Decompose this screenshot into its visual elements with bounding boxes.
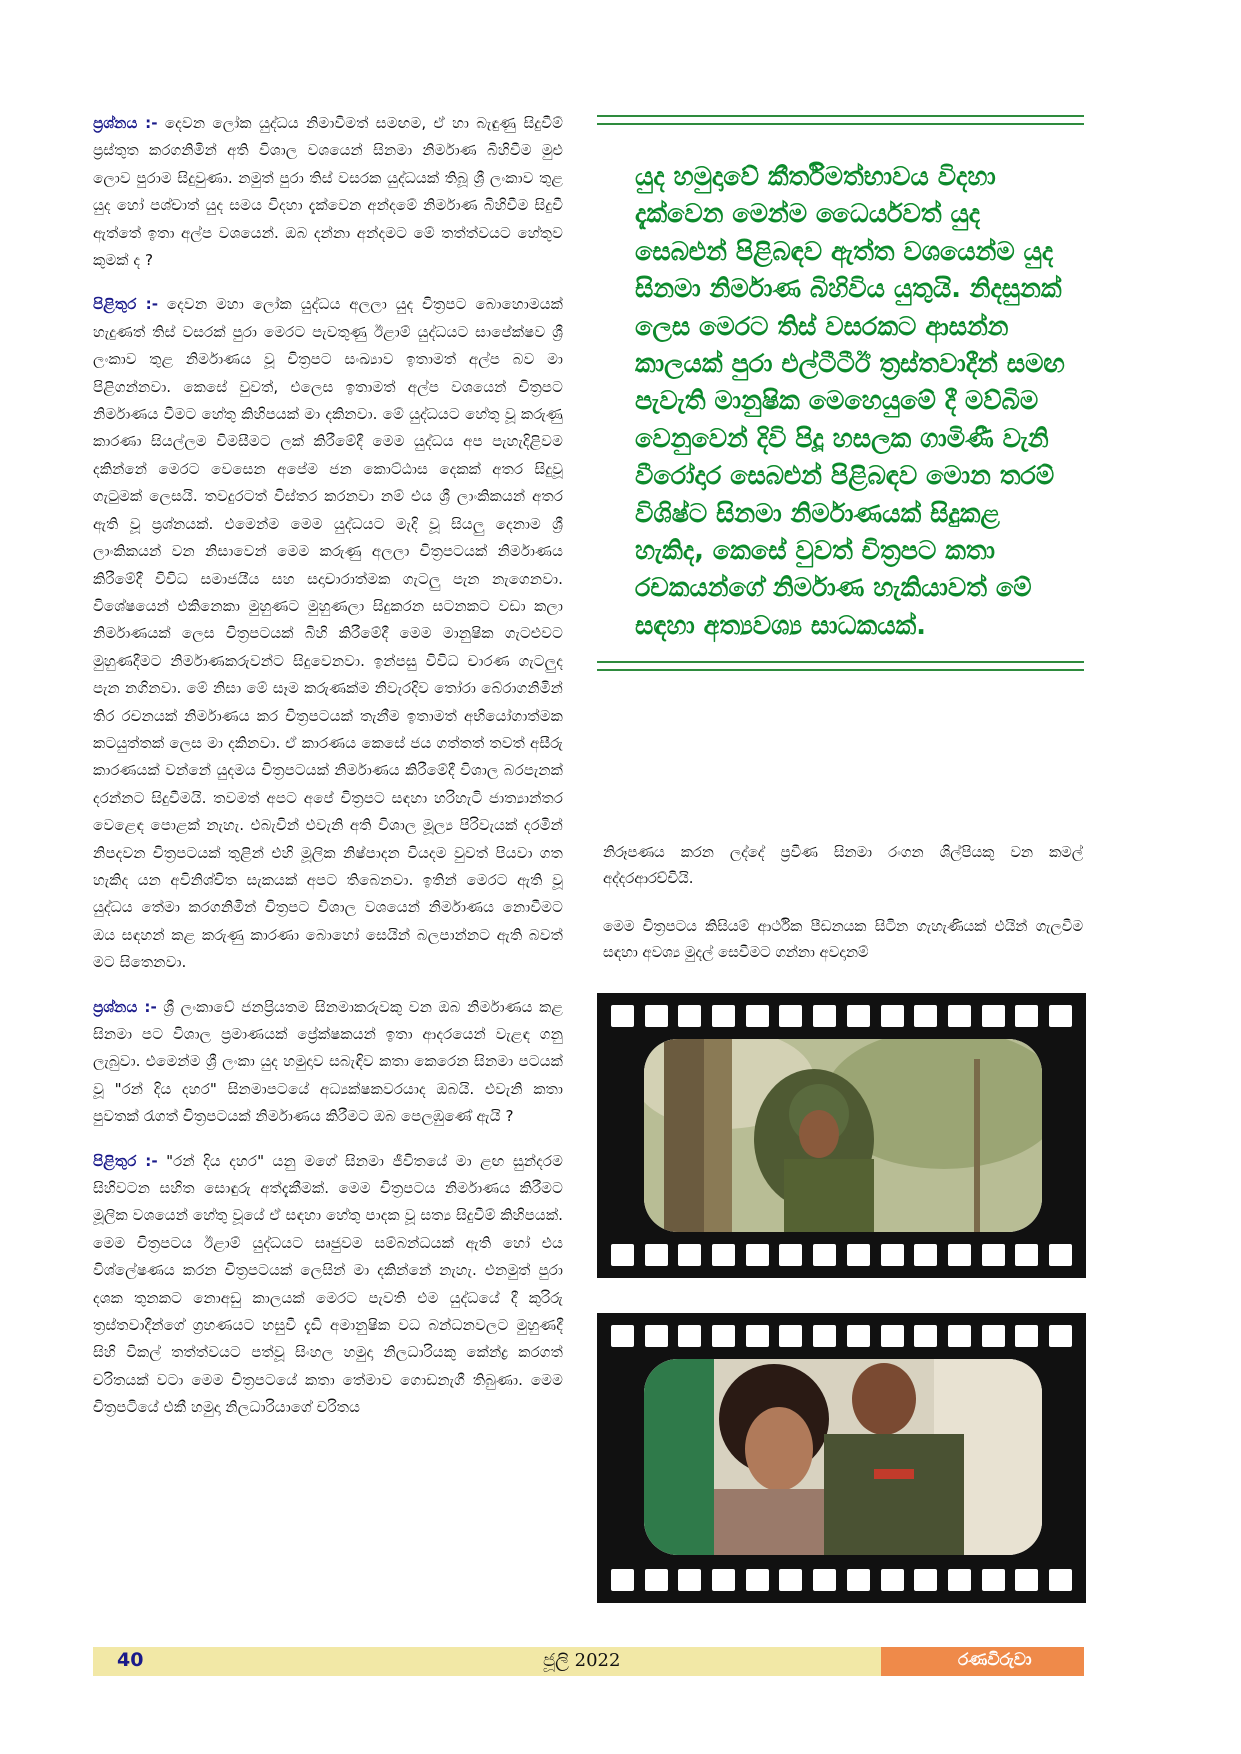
sprocket-holes-top — [611, 1005, 1072, 1027]
magazine-name: රණවිරුවා — [958, 1650, 1032, 1670]
photo-officer-woman — [644, 1359, 1042, 1555]
question-2 — [93, 994, 563, 1131]
film-strip-top — [597, 993, 1086, 1278]
right-column — [603, 840, 1083, 988]
issue-date: ජූලි 2022 — [543, 1650, 621, 1671]
pull-quote-top-rule — [597, 115, 1084, 125]
answer-2 — [93, 1148, 563, 1422]
soldier-image — [644, 1039, 1042, 1232]
answer-text: "රන් දිය දහර" යනු මගේ සිනමා ජීවිතයේ මා ළඟ සුන්දරම සිහිවටන සහිත සොඳුරු අත්දැකීමක්. මෙම චිත්‍රපටය නිර්මාණය කිරීමට මූලික වශයෙන් හේතු වූයේ ඒ සඳහා හේතු පාදක වූ සත්‍ය සිදුවීම් කිහිපයක්. මෙම චිත්‍රපටය ඊළාම් යුද්ධයට සෘජුවම සම්බන්ධයක් ඇති හෝ එය විශ්ලේෂණය කරන චිත්‍රපටයක් ලෙසින් මා දකින්නේ නැහැ. එනමුත් පුරා දශක තුනකට නොඅඩු කාලයක් මෙරට පැවති එම යුද්ධයේ දී කුරිරු ත්‍රස්තවාදීන්ගේ ග්‍රහණයට හසුවී දැඩි අමානුෂික වධ බන්ධනවලට මුහුණදී සිහි විකල් තත්ත්වයට පත්වූ සිංහල හමුදා නිලධාරියකු කේන්ද්‍ර කරගත් චරිතයක් වටා මෙම චිත්‍රපටයේ කතා තේමාව ගොඩනැගී තිබුණා. මෙම චිත්‍රපටියේ එකී හමුදා නිලධාරියාගේ චරිතය — [93, 1151, 564, 1417]
page-footer — [93, 1647, 1084, 1676]
film-strip-bottom — [597, 1313, 1086, 1603]
left-column — [93, 110, 563, 1439]
page-number: 40 — [117, 1649, 144, 1671]
answer-label: පිළිතුර :- — [93, 1151, 158, 1170]
pull-quote-text: යුද හමුදාවේ කීර්තිමත්භාවය විදහා දැක්වෙන මෙන්ම ධෛර්යවත් යුද සෙබළුන් පිළිබඳව ඇත්ත වශයෙන්ම යුද සිනමා නිර්මාණ බිහිවිය යුතුයි. නිදසුනක් ලෙස මෙරට තිස් වසරකට ආසන්න කාලයක් පුරා එල්ටීටීඊ ත්‍රස්තවාදීන් සමඟ පැවැති මානුෂික මෙහෙයුමේ දී මව්බිම වෙනුවෙන් දිවි පිදූ හසලක ගාමිණී වැනි වීරෝදාර සෙබළුන් පිළිබඳව මොන තරම් විශිෂ්ට සිනමා නිර්මාණයක් සිදුකළ හැකිද, කෙසේ වුවත් චිත්‍රපට කතා රචකයන්ගේ නිර්මාණ හැකියාවත් මේ සඳහා අත්‍යවශ්‍ය සාධකයක්. — [635, 162, 1065, 641]
sprocket-holes-bottom — [611, 1244, 1072, 1266]
question-label: ප්‍රශ්නය :- — [93, 114, 158, 132]
answer-label: පිළිතුර :- — [93, 295, 159, 314]
right-paragraph-1: නිරූපණය කරන ලද්දේ ප්‍රවීණ සිනමා රංගන ශිල්පියකු වන කමල් අද්දරආරච්චියි. — [603, 844, 1083, 887]
sprocket-holes-top — [611, 1325, 1072, 1347]
right-paragraph-2: මෙම චිත්‍රපටය කිසියම් ආර්ථික පීඩනයක සිටින ගැහැණියක් එයින් ගැලවීම සඳහා අවශ්‍ය මුදල් සෙවීමට ගන්නා අවදානම් — [603, 918, 1083, 961]
sprocket-holes-bottom — [611, 1569, 1072, 1591]
footer-bar-left — [93, 1647, 881, 1676]
question-text: දෙවන ලෝක යුද්ධය නිමාවීමත් සමඟම, ඒ හා බැඳුණු සිදුවීම් ප්‍රස්තුත කරගනිමින් අති විශාල වශයෙන් සිනමා නිර්මාණ බිහිවීම මුළු ලොව පුරාම සිදුවුණා. නමුත් පුරා තිස් වසරක යුද්ධයක් තිබූ ශ්‍රී ලංකාව තුළ යුද හෝ පශ්චාත් යුද සමය විදහා දැක්වෙන අන්දමේ නිර්මාණ බිහිවීම සිදුවී ඇත්තේ ඉතා අල්ප වශයෙන්. ඔබ දන්නා අන්දමට මේ තත්ත්වයට හේතුව කුමක් ද ? — [93, 114, 563, 270]
pull-quote-box — [597, 115, 1084, 671]
question-text: ශ්‍රී ලංකාවේ ජනප්‍රියතම සිනමාකරුවකු වන ඔබ නිර්මාණය කළ සිනමා පට විශාල ප්‍රමාණයක් ප්‍රේක්ෂකයන් ඉතා ආදරයෙන් වැළඳ ගනු ලැබුවා. එමෙන්ම ශ්‍රී ලංකා යුද හමුදාව සබැඳිව කතා කෙරෙන සිනමා පටයක් වූ "රන් දිය දහර" සිනමාපටයේ අධ්‍යක්ෂකවරයාද ඔබයි. එවැනි කතා පුවතක් රැගත් චිත්‍රපටයක් නිර්මාණය කිරීමට ඔබ පෙලඹුණේ ඇයි ? — [93, 997, 564, 1126]
officer-woman-image — [644, 1359, 1042, 1555]
photo-soldier — [644, 1039, 1042, 1232]
answer-1 — [93, 291, 563, 976]
question-1 — [93, 110, 563, 274]
question-label: ප්‍රශ්නය :- — [93, 997, 157, 1016]
pull-quote-bottom-rule — [597, 661, 1084, 671]
answer-text: දෙවන මහා ලෝක යුද්ධය අලලා යුද චිත්‍රපට බොහොමයක් හැදුණත් තිස් වසරක් පුරා මෙරට පැවතුණු ඊළාම් යුද්ධයට සාපේක්ෂව ශ්‍රී ලංකාව තුළ නිර්මාණය වූ චිත්‍රපට සංඛ්‍යාව ඉතාමත් අල්ප බව මා පිළිගන්නවා. කෙසේ වුවත්, එලෙස ඉතාමත් අල්ප වශයෙන් චිත්‍රපට නිර්මාණය වීමට හේතු කිහිපයක් මා දකිනවා. මේ යුද්ධයට හේතු වූ කරුණු කාරණා සියල්ලම විමසීමට ලක් කිරීමේදී මෙම යුද්ධය අප පැහැදිළිවම දකින්නේ මෙරට වෙසෙන අපේම ජන කොට්ඨාස දෙකක් අතර සිදුවූ ගැටුමක් ලෙසයි. තවදුරටත් විස්තර කරනවා නම් එය ශ්‍රී ලාංකිකයන් අතර ඇති වූ ප්‍රශ්නයක්. එමෙන්ම මෙම යුද්ධයට මැදි වූ සියලු දෙනාම ශ්‍රී ලාංකිකයන් වන නිසාවෙන් මෙම කරුණු අලලා චිත්‍රපටයක් නිර්මාණය කිරීමේදී විවිධ සමාජයීය සහ සදාචාරාත්මක ගැටලු පැන නැගෙනවා. විශේෂයෙන් එකිනෙකා මුහුණට මුහුණලා සිදුකරන සටනකට වඩා කලා නිර්මාණයක් ලෙස චිත්‍රපටයක් බිහි කිරීමේදී මෙම මානුෂික ගැටළුවට මුහුණදීමට නිර්මාණකරුවන්ට සිදුවෙනවා. ඉන්පසු විවිධ චාරණ ගැටලුද පැන නගිනවා. මේ නිසා මේ සෑම කරුණක්ම නිවැරදිව තෝරා බේරාගනිමින් තිර රචනයක් නිර්මාණය කර චිත්‍රපටයක් තැනීම ඉතාමත් අභියෝගාත්මක කටයුත්තක් ලෙස මා දකිනවා. ඒ කාරණය කෙසේ ජය ගත්තත් තවත් අසීරු කාරණයක් වන්නේ යුදමය චිත්‍රපටයක් නිර්මාණය කිරීමේදී විශාල බරපැනක් දරන්නට සිදුවීමයි. තවමත් අපට අපේ චිත්‍රපට සඳහා හරිහැටි ජාත්‍යාන්තර වෙළෙඳ පොළක් නැහැ. එබැවින් එවැනි අති විශාල මූල්‍ය පිරිවැයක් දරමින් නිපදවන චිත්‍රපටයක් තුළින් එහි මූලික නිෂ්පාදන වියදම වුවත් පියවා ගත හැකිද යන අවිනිශ්චිත සැකයක් අපට තිබෙනවා. ඉතින් මෙරට ඇති වූ යුද්ධය තේමා කරගනිමින් චිත්‍රපට විශාල වශයෙන් නිර්මාණය නොවීමට ඔය සඳහන් කළ කරුණු කාරණා බොහෝ සෙයින් බලපාන්නට ඇති බවත් මට සිතෙනවා. — [93, 295, 563, 972]
